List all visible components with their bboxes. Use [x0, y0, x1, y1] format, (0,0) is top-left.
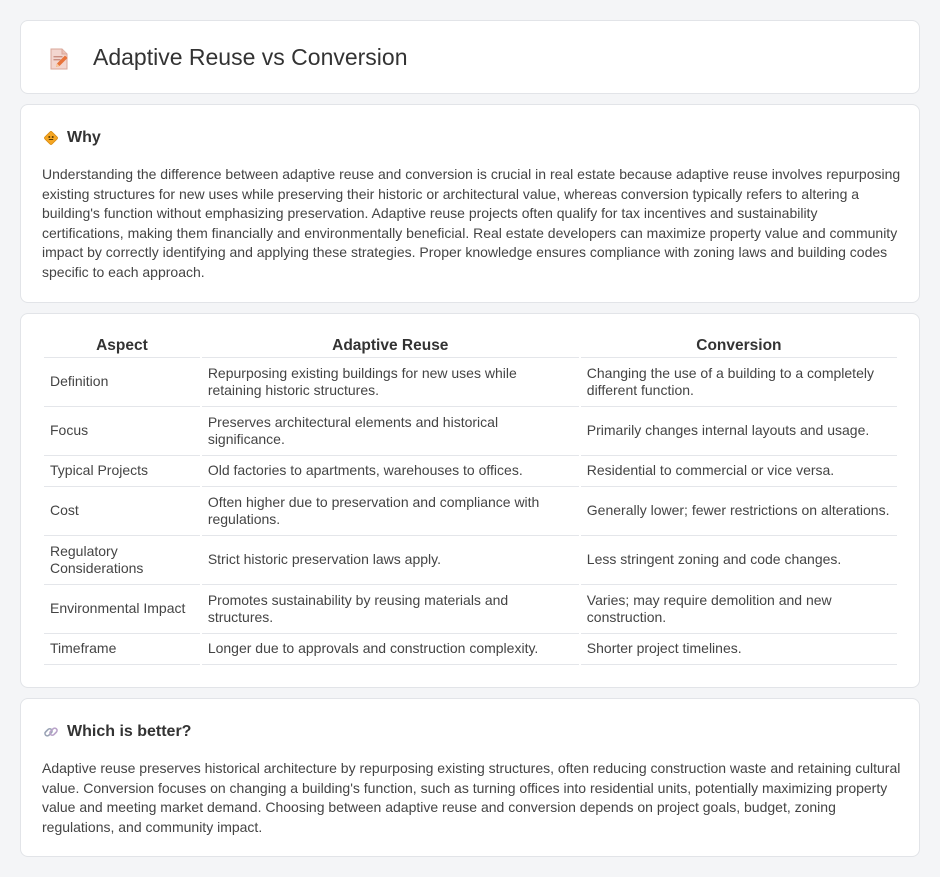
why-body: Understanding the difference between adaptive reuse and conversion is crucial in real estate because adaptive reuse involves repurposing existing structures for new uses while preserving their historic or architectural value, whereas conversion typically refers to altering a building's function without emphasizing preservation. Adaptive reuse projects often qualify for tax incentives and sustainability certifications, making them financially and environmentally beneficial. Real estate developers can maximize property value and community impact by correctly identifying and applying these strategies. Proper knowledge ensures compliance with zoning laws and building codes specific to each approach. [42, 166, 901, 280]
which-better-body: Adaptive reuse preserves historical architecture by repurposing existing structures, often reducing construction waste and retaining cultural value. Conversion focuses on changing a building's function, such as turning offices into residential units, potentially maximizing property value and meeting market demand. Choosing between adaptive reuse and conversion depends on project goals, budget, zoning regulations, and community impact. [42, 760, 901, 835]
which-better-section [20, 698, 920, 857]
table-header-row [44, 334, 897, 358]
row-conversion: Generally lower; fewer restrictions on alterations. [581, 487, 897, 536]
row-conversion: Varies; may require demolition and new construction. [581, 585, 897, 634]
row-adaptive-reuse: Strict historic preservation laws apply. [202, 536, 579, 585]
header-aspect: Aspect [44, 334, 200, 358]
row-aspect: Definition [44, 358, 200, 407]
table-row [44, 358, 897, 407]
table-row [44, 634, 897, 665]
header-conversion: Conversion [581, 334, 897, 358]
header-card [20, 20, 920, 94]
row-aspect: Environmental Impact [44, 585, 200, 634]
why-section [20, 104, 920, 303]
row-adaptive-reuse: Preserves architectural elements and historical significance. [202, 407, 579, 456]
why-title: Why [67, 129, 101, 146]
row-adaptive-reuse: Longer due to approvals and construction complexity. [202, 634, 579, 665]
why-heading [43, 128, 101, 148]
diamond-sign-icon [43, 130, 59, 146]
row-aspect: Focus [44, 407, 200, 456]
page-title: Adaptive Reuse vs Conversion [93, 44, 408, 70]
row-adaptive-reuse: Repurposing existing buildings for new uses while retaining historic structures. [202, 358, 579, 407]
row-adaptive-reuse: Old factories to apartments, warehouses to offices. [202, 456, 579, 487]
document-pencil-icon [47, 47, 71, 71]
comparison-table [42, 334, 899, 665]
row-adaptive-reuse: Promotes sustainability by reusing materials and structures. [202, 585, 579, 634]
row-conversion: Less stringent zoning and code changes. [581, 536, 897, 585]
table-row [44, 407, 897, 456]
row-conversion: Residential to commercial or vice versa. [581, 456, 897, 487]
table-row [44, 585, 897, 634]
row-aspect: Typical Projects [44, 456, 200, 487]
row-aspect: Timeframe [44, 634, 200, 665]
header-adaptive-reuse: Adaptive Reuse [202, 334, 579, 358]
table-row [44, 536, 897, 585]
which-better-heading [43, 722, 191, 742]
comparison-section [20, 313, 920, 688]
row-conversion: Primarily changes internal layouts and usage. [581, 407, 897, 456]
row-aspect: Cost [44, 487, 200, 536]
row-aspect: Regulatory Considerations [44, 536, 200, 585]
link-icon [43, 724, 59, 740]
row-conversion: Shorter project timelines. [581, 634, 897, 665]
which-better-title: Which is better? [67, 723, 192, 740]
row-adaptive-reuse: Often higher due to preservation and compliance with regulations. [202, 487, 579, 536]
table-row [44, 456, 897, 487]
row-conversion: Changing the use of a building to a completely different function. [581, 358, 897, 407]
table-row [44, 487, 897, 536]
